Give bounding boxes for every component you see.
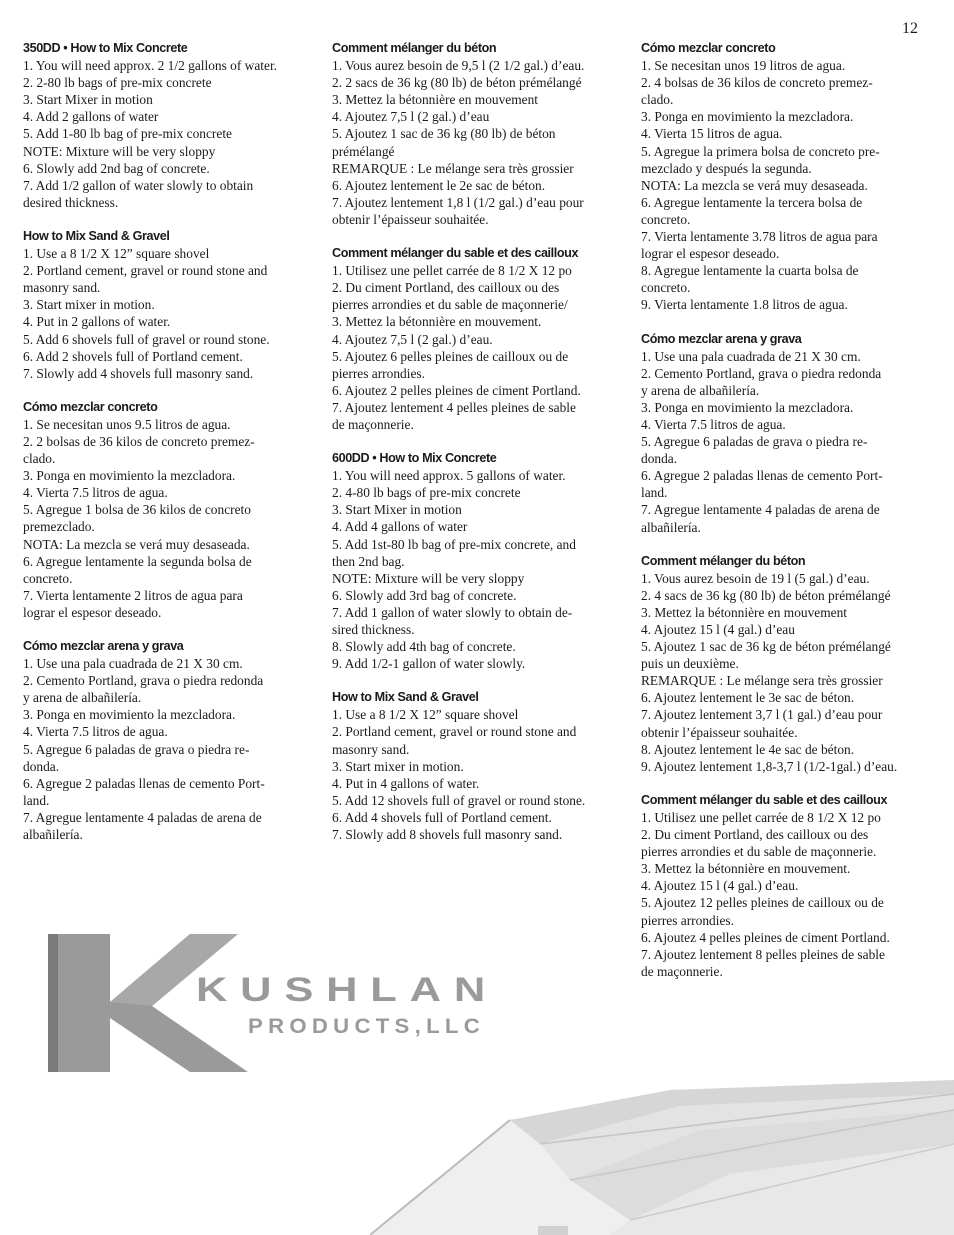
instruction-line: mezclado y después la segunda. xyxy=(641,160,812,176)
instruction-line: 1. Utilisez une pellet carrée de 8 1/2 X 12 po xyxy=(641,809,881,825)
instruction-line: 1. You will need approx. 2 1/2 gallons of water. xyxy=(23,58,278,74)
instruction-line: 1. Use una pala cuadrada de 21 X 30 cm. xyxy=(23,656,243,672)
instruction-line: 5. Ajoutez 1 sac de 36 kg de béton prémélangé xyxy=(641,639,891,655)
instruction-line: donda. xyxy=(641,451,678,467)
instruction-line: 3. Ponga en movimiento la mezcladora. xyxy=(23,468,236,484)
instruction-line: land. xyxy=(641,485,668,501)
section-heading: Comment mélanger du béton xyxy=(641,553,806,568)
instruction-line: 7. Ajoutez lentement 1,8 l (1/2 gal.) d’eau pour xyxy=(332,194,584,210)
instruction-line: 6. Agregue lentamente la segunda bolsa de xyxy=(23,553,252,569)
instruction-line: 6. Ajoutez lentement le 2e sac de béton. xyxy=(332,177,546,193)
instruction-section xyxy=(641,331,936,536)
instruction-section xyxy=(332,40,624,228)
instruction-line: 2. 4 sacs de 36 kg (80 lb) de béton prémélangé xyxy=(641,587,891,603)
instruction-line: 3. Ponga en movimiento la mezcladora. xyxy=(641,109,854,125)
instruction-section xyxy=(332,450,624,672)
instruction-line: 3. Mettez la bétonnière en mouvement. xyxy=(332,314,542,330)
instruction-line: premezclado. xyxy=(23,519,95,535)
instruction-line: 6. Ajoutez 4 pelles pleines de ciment Portland. xyxy=(641,929,890,945)
instruction-line: 4. Ajoutez 15 l (4 gal.) d’eau xyxy=(641,622,795,637)
instruction-line: puis un deuxième. xyxy=(641,656,739,672)
logo-name: KUSHLAN xyxy=(196,971,498,1009)
instruction-line: 4. Vierta 15 litros de agua. xyxy=(641,126,783,142)
instruction-line: y arena de albañilería. xyxy=(23,690,142,706)
instruction-line: masonry sand. xyxy=(332,741,410,757)
instruction-line: albañilería. xyxy=(641,519,701,535)
instruction-line: donda. xyxy=(23,758,60,774)
instruction-line: 2. Cemento Portland, grava o piedra redonda xyxy=(23,673,264,689)
instruction-line: clado. xyxy=(23,451,56,467)
instruction-line: 7. Add 1/2 gallon of water slowly to obtain xyxy=(23,177,254,193)
section-heading: How to Mix Sand & Gravel xyxy=(23,228,170,243)
instruction-section xyxy=(332,245,624,433)
instruction-line: 3. Mettez la bétonnière en mouvement xyxy=(641,604,847,620)
instruction-line: 9. Vierta lentamente 1.8 litros de agua. xyxy=(641,297,848,313)
background-decoration xyxy=(370,1080,954,1235)
instruction-line: sired thickness. xyxy=(332,622,415,637)
instruction-line: 4. Vierta 7.5 litros de agua. xyxy=(641,416,786,432)
instruction-line: 7. Ajoutez lentement 3,7 l (1 gal.) d’eau pour xyxy=(641,707,883,723)
instruction-line: 7. Slowly add 4 shovels full masonry sand. xyxy=(23,365,254,381)
section-heading: Cómo mezclar arena y grava xyxy=(641,331,802,346)
instruction-line: 1. Vous aurez besoin de 9,5 l (2 1/2 gal.) d’eau. xyxy=(332,58,585,74)
instruction-line: 5. Ajoutez 12 pelles pleines de cailloux ou de xyxy=(641,895,884,911)
instruction-line: 4. Ajoutez 7,5 l (2 gal.) d’eau. xyxy=(332,331,493,347)
column-left xyxy=(23,40,315,860)
instruction-section xyxy=(641,553,936,775)
instruction-line: pierres arrondies. xyxy=(332,365,425,381)
instruction-line: 1. You will need approx. 5 gallons of water. xyxy=(332,468,566,484)
instruction-line: 1. Use una pala cuadrada de 21 X 30 cm. xyxy=(641,348,861,364)
instruction-line: 5. Agregue 6 paladas de grava o piedra re- xyxy=(23,741,250,757)
instruction-line: 4. Vierta 7.5 litros de agua. xyxy=(23,485,168,501)
instruction-line: 1. Se necesitan unos 9.5 litros de agua. xyxy=(23,416,231,432)
instruction-line: REMARQUE : Le mélange sera très grossier xyxy=(641,673,883,689)
instruction-line: 4. Add 4 gallons of water xyxy=(332,519,468,535)
instruction-line: 2. 4-80 lb bags of pre-mix concrete xyxy=(332,485,521,501)
instruction-section xyxy=(23,638,315,843)
instruction-line: 2. 2 bolsas de 36 kilos de concreto premez- xyxy=(23,433,255,449)
instruction-line: 4. Put in 2 gallons of water. xyxy=(23,314,171,330)
instruction-line: 1. Vous aurez besoin de 19 l (5 gal.) d’eau. xyxy=(641,570,870,586)
section-heading: Comment mélanger du béton xyxy=(332,41,497,55)
instruction-line: 7. Slowly add 8 shovels full masonry sand. xyxy=(332,827,563,843)
instruction-line: 2. 2-80 lb bags of pre-mix concrete xyxy=(23,75,212,91)
instruction-line: 5. Add 1st-80 lb bag of pre-mix concrete, and xyxy=(332,536,576,552)
instruction-line: 3. Start mixer in motion. xyxy=(332,758,464,774)
instruction-line: 2. 2 sacs de 36 kg (80 lb) de béton prémélangé xyxy=(332,75,582,91)
instruction-section xyxy=(23,399,315,621)
instruction-line: NOTA: La mezcla se verá muy desaseada. xyxy=(23,536,250,552)
instruction-line: 6. Add 4 shovels full of Portland cement. xyxy=(332,809,552,825)
instruction-line: 7. Agregue lentamente 4 paladas de arena de xyxy=(23,809,262,825)
instruction-line: albañilería. xyxy=(23,827,83,843)
instruction-line: NOTE: Mixture will be very sloppy xyxy=(332,570,525,586)
column-middle xyxy=(332,40,624,860)
section-heading: Cómo mezclar arena y grava xyxy=(23,639,184,653)
section-heading: 600DD • How to Mix Concrete xyxy=(332,451,497,466)
instruction-section xyxy=(641,792,936,980)
instruction-line: pierres arrondies et du sable de maçonnerie. xyxy=(641,844,877,860)
instruction-line: then 2nd bag. xyxy=(332,553,405,569)
instruction-line: clado. xyxy=(641,92,674,108)
instruction-line: 6. Add 2 shovels full of Portland cement. xyxy=(23,348,243,364)
instruction-line: obtenir l’épaisseur souhaitée. xyxy=(641,724,798,740)
instruction-line: 3. Mettez la bétonnière en mouvement xyxy=(332,92,538,108)
instruction-line: masonry sand. xyxy=(23,280,101,296)
instruction-line: 7. Agregue lentamente 4 paladas de arena de xyxy=(641,502,880,518)
instruction-line: prémélangé xyxy=(332,143,395,159)
instruction-line: 6. Agregue 2 paladas llenas de cemento Port- xyxy=(23,775,265,791)
instruction-line: 2. Du ciment Portland, des cailloux ou des xyxy=(332,280,560,296)
instruction-line: 2. Du ciment Portland, des cailloux ou des xyxy=(641,827,869,843)
instruction-line: 1. Use a 8 1/2 X 12” square shovel xyxy=(23,246,210,262)
kushlan-logo xyxy=(48,934,508,1072)
instruction-line: concreto. xyxy=(641,280,691,296)
instruction-line: 5. Agregue la primera bolsa de concreto pre- xyxy=(641,143,880,159)
instruction-line: 2. Cemento Portland, grava o piedra redonda xyxy=(641,365,882,381)
instruction-line: 6. Agregue 2 paladas llenas de cemento Port- xyxy=(641,468,883,484)
logo-subtitle: PRODUCTS,LLC xyxy=(248,1015,485,1038)
instruction-line: 5. Agregue 6 paladas de grava o piedra re- xyxy=(641,434,868,450)
section-heading: 350DD • How to Mix Concrete xyxy=(23,41,188,55)
instruction-section xyxy=(23,40,315,211)
instruction-line: 4. Add 2 gallons of water xyxy=(23,109,159,125)
instruction-line: 4. Ajoutez 7,5 l (2 gal.) d’eau xyxy=(332,109,490,125)
instruction-line: 7. Vierta lentamente 2 litros de agua para xyxy=(23,587,243,603)
section-heading: Comment mélanger du sable et des cailloux xyxy=(641,792,888,807)
instruction-line: 5. Ajoutez 1 sac de 36 kg (80 lb) de béton xyxy=(332,126,556,142)
instruction-line: 6. Slowly add 2nd bag of concrete. xyxy=(23,160,210,176)
instruction-line: 7. Ajoutez lentement 8 pelles pleines de sable xyxy=(641,946,885,962)
instruction-line: 3. Ponga en movimiento la mezcladora. xyxy=(23,707,236,723)
instruction-line: 3. Start mixer in motion. xyxy=(23,297,155,313)
instruction-line: 6. Slowly add 3rd bag of concrete. xyxy=(332,587,517,603)
instruction-line: 6. Ajoutez lentement le 3e sac de béton. xyxy=(641,690,855,706)
instruction-line: 1. Se necesitan unos 19 litros de agua. xyxy=(641,58,846,74)
instruction-line: 1. Use a 8 1/2 X 12” square shovel xyxy=(332,707,519,723)
instruction-line: pierres arrondies. xyxy=(641,912,734,928)
instruction-line: 8. Agregue lentamente la cuarta bolsa de xyxy=(641,263,859,279)
section-heading: Cómo mezclar concreto xyxy=(23,399,158,414)
instruction-line: de maçonnerie. xyxy=(332,416,414,432)
instruction-line: 9. Add 1/2-1 gallon of water slowly. xyxy=(332,656,526,672)
instruction-line: 9. Ajoutez lentement 1,8-3,7 l (1/2-1gal.) d’eau. xyxy=(641,758,898,774)
instruction-line: 4. Vierta 7.5 litros de agua. xyxy=(23,724,168,740)
instruction-line: obtenir l’épaisseur souhaitée. xyxy=(332,211,489,227)
instruction-line: 5. Add 1-80 lb bag of pre-mix concrete xyxy=(23,126,232,142)
instruction-section xyxy=(641,40,936,314)
instruction-line: REMARQUE : Le mélange sera très grossier xyxy=(332,160,574,176)
instruction-line: 3. Ponga en movimiento la mezcladora. xyxy=(641,399,854,415)
instruction-line: 5. Ajoutez 6 pelles pleines de cailloux ou de xyxy=(332,348,569,364)
instruction-line: 5. Agregue 1 bolsa de 36 kilos de concreto xyxy=(23,502,251,518)
instruction-line: 2. Portland cement, gravel or round stone and xyxy=(23,263,268,279)
instruction-line: 7. Vierta lentamente 3.78 litros de agua para xyxy=(641,229,878,245)
instruction-line: 6. Agregue lentamente la tercera bolsa de xyxy=(641,194,863,210)
instruction-line: desired thickness. xyxy=(23,194,119,210)
instruction-line: 5. Add 12 shovels full of gravel or round stone. xyxy=(332,792,586,808)
instruction-section xyxy=(23,228,315,382)
instruction-line: lograr el espesor deseado. xyxy=(23,604,162,620)
instruction-line: 1. Utilisez une pellet carrée de 8 1/2 X 12 po xyxy=(332,263,572,279)
instruction-line: 2. 4 bolsas de 36 kilos de concreto premez- xyxy=(641,75,873,91)
instruction-line: 8. Ajoutez lentement le 4e sac de béton. xyxy=(641,741,855,757)
page-number: 12 xyxy=(902,20,918,37)
instruction-line: pierres arrondies et du sable de maçonnerie/ xyxy=(332,297,568,313)
instruction-section xyxy=(332,689,624,843)
instruction-line: 3. Mettez la bétonnière en mouvement. xyxy=(641,861,851,877)
instruction-line: land. xyxy=(23,792,50,808)
instruction-line: 5. Add 6 shovels full of gravel or round stone. xyxy=(23,331,270,347)
instruction-line: 8. Slowly add 4th bag of concrete. xyxy=(332,639,516,655)
instruction-line: y arena de albañilería. xyxy=(641,382,760,398)
instruction-line: de maçonnerie. xyxy=(641,963,723,979)
instruction-line: 4. Put in 4 gallons of water. xyxy=(332,775,480,791)
instruction-line: 2. Portland cement, gravel or round stone and xyxy=(332,724,577,740)
section-heading: Cómo mezclar concreto xyxy=(641,41,776,55)
instruction-line: 6. Ajoutez 2 pelles pleines de ciment Portland. xyxy=(332,382,581,398)
instruction-line: concreto. xyxy=(641,211,691,227)
instruction-line: concreto. xyxy=(23,570,73,586)
column-right xyxy=(641,40,936,997)
instruction-line: 4. Ajoutez 15 l (4 gal.) d’eau. xyxy=(641,878,799,894)
section-heading: Comment mélanger du sable et des cailloux xyxy=(332,246,579,261)
instruction-line: 3. Start Mixer in motion xyxy=(332,502,462,518)
instruction-line: lograr el espesor deseado. xyxy=(641,246,780,262)
instruction-line: 3. Start Mixer in motion xyxy=(23,92,153,108)
instruction-line: NOTE: Mixture will be very sloppy xyxy=(23,143,216,159)
instruction-line: 7. Add 1 gallon of water slowly to obtain de- xyxy=(332,604,573,620)
instruction-line: NOTA: La mezcla se verá muy desaseada. xyxy=(641,177,868,193)
section-heading: How to Mix Sand & Gravel xyxy=(332,690,479,705)
instruction-line: 7. Ajoutez lentement 4 pelles pleines de sable xyxy=(332,399,576,415)
